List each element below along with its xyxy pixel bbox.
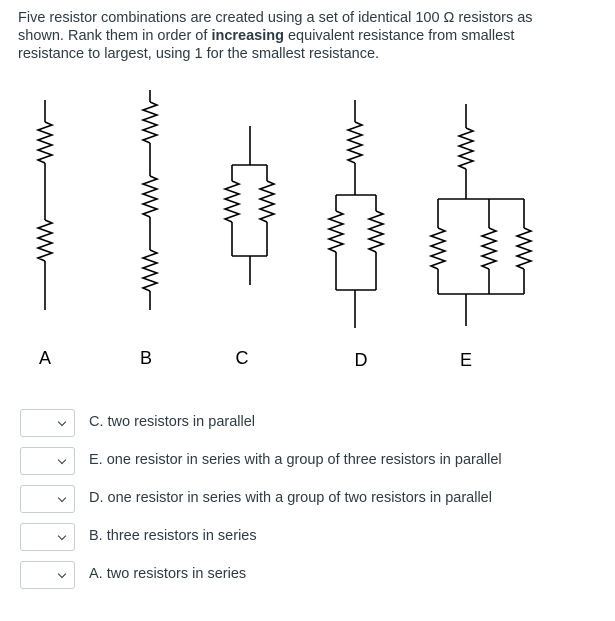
ranking-row xyxy=(20,485,580,517)
ranking-item-label: D. one resistor in series with a group of two resistors in parallel xyxy=(89,490,492,506)
ranking-row xyxy=(20,523,580,555)
label-c: C xyxy=(235,348,249,368)
chevron-down-icon xyxy=(58,418,66,426)
label-e: E xyxy=(459,350,473,370)
circuit-e xyxy=(431,104,531,326)
ranking-row xyxy=(20,561,580,593)
circuit-b xyxy=(143,90,157,310)
circuit-d-resistor-parallel-2 xyxy=(369,211,383,252)
chevron-down-icon xyxy=(58,532,66,540)
ranking-item-label: B. three resistors in series xyxy=(89,528,257,544)
question-line-2-end: equivalent resistance from smallest xyxy=(283,28,515,44)
circuit-d-resistor-series xyxy=(348,122,362,163)
circuit-d xyxy=(329,100,383,328)
rank-select[interactable] xyxy=(20,447,75,475)
circuit-e-resistor-series xyxy=(459,128,473,169)
label-b: B xyxy=(139,348,153,368)
ranking-row xyxy=(20,409,580,441)
circuit-c-resistor-2 xyxy=(260,181,274,222)
resistor-diagram xyxy=(0,88,615,388)
circuit-c xyxy=(225,126,274,285)
question-line-1: Five resistor combinations are created using a set of identical 100 Ω resistors as xyxy=(18,10,533,26)
ranking-item-label: A. two resistors in series xyxy=(89,566,247,582)
question-line-2-start: shown. Rank them in order of xyxy=(18,28,212,44)
question-line-2 xyxy=(18,27,598,45)
circuit-e-resistor-parallel-1 xyxy=(431,228,445,269)
circuit-a-resistor-1 xyxy=(38,122,52,163)
circuit-a xyxy=(38,100,52,310)
question-text xyxy=(18,9,598,63)
ranking-row xyxy=(20,447,580,479)
ranking-item-label: E. one resistor in series with a group of three resistors in parallel xyxy=(89,452,502,468)
chevron-down-icon xyxy=(58,570,66,578)
rank-select[interactable] xyxy=(20,409,75,437)
circuit-b-resistor-2 xyxy=(143,176,157,217)
question-line-3: resistance to largest, using 1 for the smallest resistance. xyxy=(18,46,380,62)
rank-select[interactable] xyxy=(20,523,75,551)
chevron-down-icon xyxy=(58,494,66,502)
circuit-c-resistor-1 xyxy=(225,181,239,222)
resistor-diagram-svg xyxy=(0,88,615,388)
circuit-e-resistor-parallel-2 xyxy=(482,228,496,269)
ranking-item-label: C. two resistors in parallel xyxy=(89,414,255,430)
circuit-b-resistor-3 xyxy=(143,250,157,291)
chevron-down-icon xyxy=(58,456,66,464)
label-a: A xyxy=(38,348,52,368)
circuit-e-resistor-parallel-3 xyxy=(517,228,531,269)
circuit-a-resistor-2 xyxy=(38,220,52,261)
rank-select[interactable] xyxy=(20,561,75,589)
question-emphasis: increasing xyxy=(211,28,284,44)
rank-select[interactable] xyxy=(20,485,75,513)
circuit-d-resistor-parallel-1 xyxy=(329,211,343,252)
circuit-b-resistor-1 xyxy=(143,102,157,143)
label-d: D xyxy=(354,350,368,370)
